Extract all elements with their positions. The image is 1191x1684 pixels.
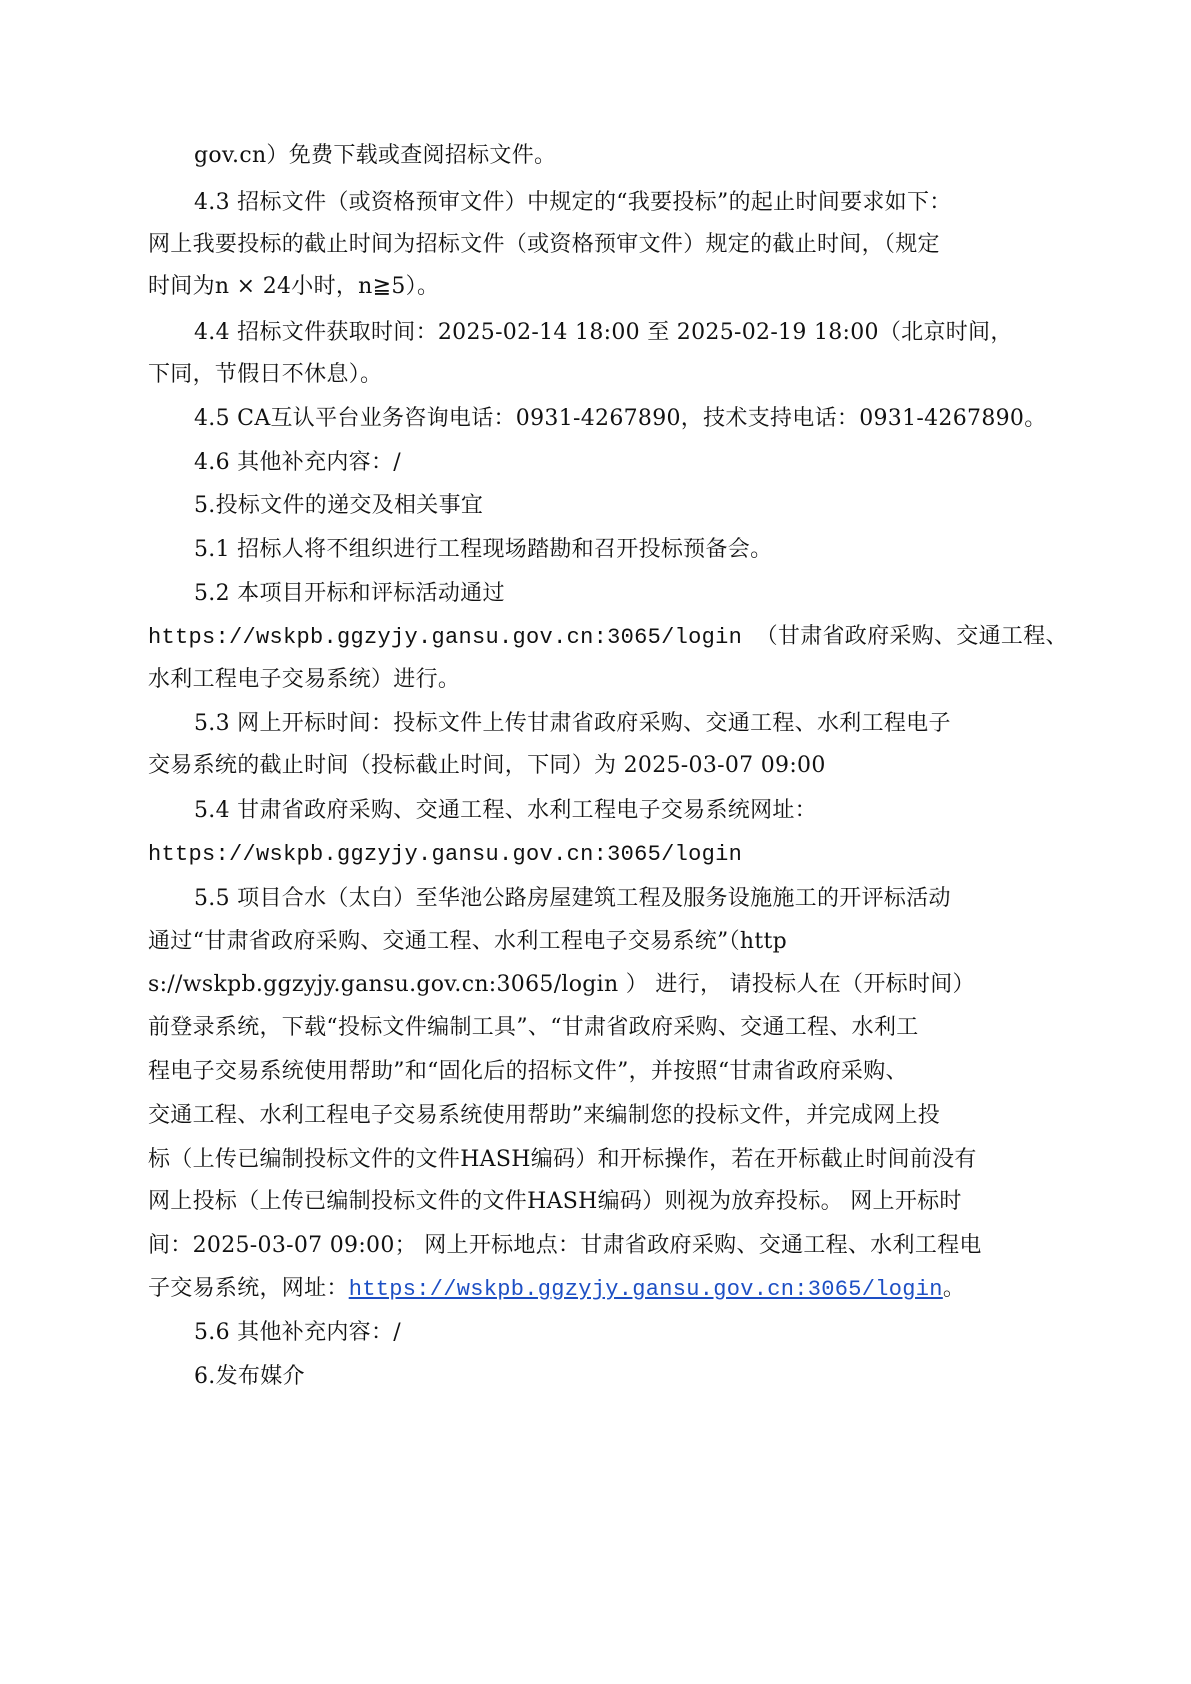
text-line: 标（上传已编制投标文件的文件HASH编码）和开标操作，若在开标截止时间前没有 xyxy=(148,1147,977,1172)
text-line: 前登录系统，下载“投标文件编制工具”、“甘肃省政府采购、交通工程、水利工 xyxy=(148,1015,919,1040)
text-line: 4.6 其他补充内容：/ xyxy=(194,450,401,475)
text-line-with-link xyxy=(148,1274,965,1305)
text-line: 水利工程电子交易系统）进行。 xyxy=(148,667,461,692)
section-heading: 6.发布媒介 xyxy=(194,1364,305,1389)
login-url-link[interactable]: https://wskpb.ggzyjy.gansu.gov.cn:3065/login xyxy=(348,1277,943,1302)
text-line: 5.5 项目合水（太白）至华池公路房屋建筑工程及服务设施施工的开评标活动 xyxy=(194,886,951,911)
text-line: 4.3 招标文件（或资格预审文件）中规定的“我要投标”的起止时间要求如下： xyxy=(194,190,952,215)
text-line: s://wskpb.ggzyjy.gansu.gov.cn:3065/login ） 进行， 请投标人在（开标时间） xyxy=(148,972,975,997)
text-line: 4.4 招标文件获取时间：2025-02-14 18:00 至 2025-02-19 18:00（北京时间， xyxy=(194,320,1013,345)
text-line: 5.4 甘肃省政府采购、交通工程、水利工程电子交易系统网址： xyxy=(194,798,817,823)
text-line: 交通工程、水利工程电子交易系统使用帮助”来编制您的投标文件，并完成网上投 xyxy=(148,1103,941,1128)
text-line: https://wskpb.ggzyjy.gansu.gov.cn:3065/login （甘肃省政府采购、交通工程、 xyxy=(148,625,1068,650)
text-line: 5.2 本项目开标和评标活动通过 xyxy=(194,581,505,606)
link-suffix: 。 xyxy=(942,1276,966,1301)
text-line: 间：2025-03-07 09:00； 网上开标地点：甘肃省政府采购、交通工程、水利工程电 xyxy=(148,1233,982,1258)
text-line: 通过“甘肃省政府采购、交通工程、水利工程电子交易系统”（http xyxy=(148,929,788,954)
text-line: gov.cn）免费下载或查阅招标文件。 xyxy=(194,143,557,168)
text-line: 时间为n × 24小时，n≧5）。 xyxy=(148,274,440,299)
text-line: 交易系统的截止时间（投标截止时间，下同）为 2025-03-07 09:00 xyxy=(148,753,826,778)
text-line: 下同，节假日不休息）。 xyxy=(148,362,383,387)
text-line: https://wskpb.ggzyjy.gansu.gov.cn:3065/login xyxy=(148,842,743,867)
text-line: 4.5 CA互认平台业务咨询电话：0931-4267890，技术支持电话：0931-4267890。 xyxy=(194,406,1047,431)
link-prefix: 子交易系统，网址： xyxy=(148,1276,349,1301)
section-heading: 5.投标文件的递交及相关事宜 xyxy=(194,493,484,518)
text-line: 5.6 其他补充内容：/ xyxy=(194,1320,401,1345)
text-line: 5.1 招标人将不组织进行工程现场踏勘和召开投标预备会。 xyxy=(194,537,773,562)
text-line: 5.3 网上开标时间：投标文件上传甘肃省政府采购、交通工程、水利工程电子 xyxy=(194,711,951,736)
text-line: 网上投标（上传已编制投标文件的文件HASH编码）则视为放弃投标。 网上开标时 xyxy=(148,1189,962,1214)
text-line: 程电子交易系统使用帮助”和“固化后的招标文件”，并按照“甘肃省政府采购、 xyxy=(148,1059,908,1084)
text-line: 网上我要投标的截止时间为招标文件（或资格预审文件）规定的截止时间，（规定 xyxy=(148,232,940,257)
